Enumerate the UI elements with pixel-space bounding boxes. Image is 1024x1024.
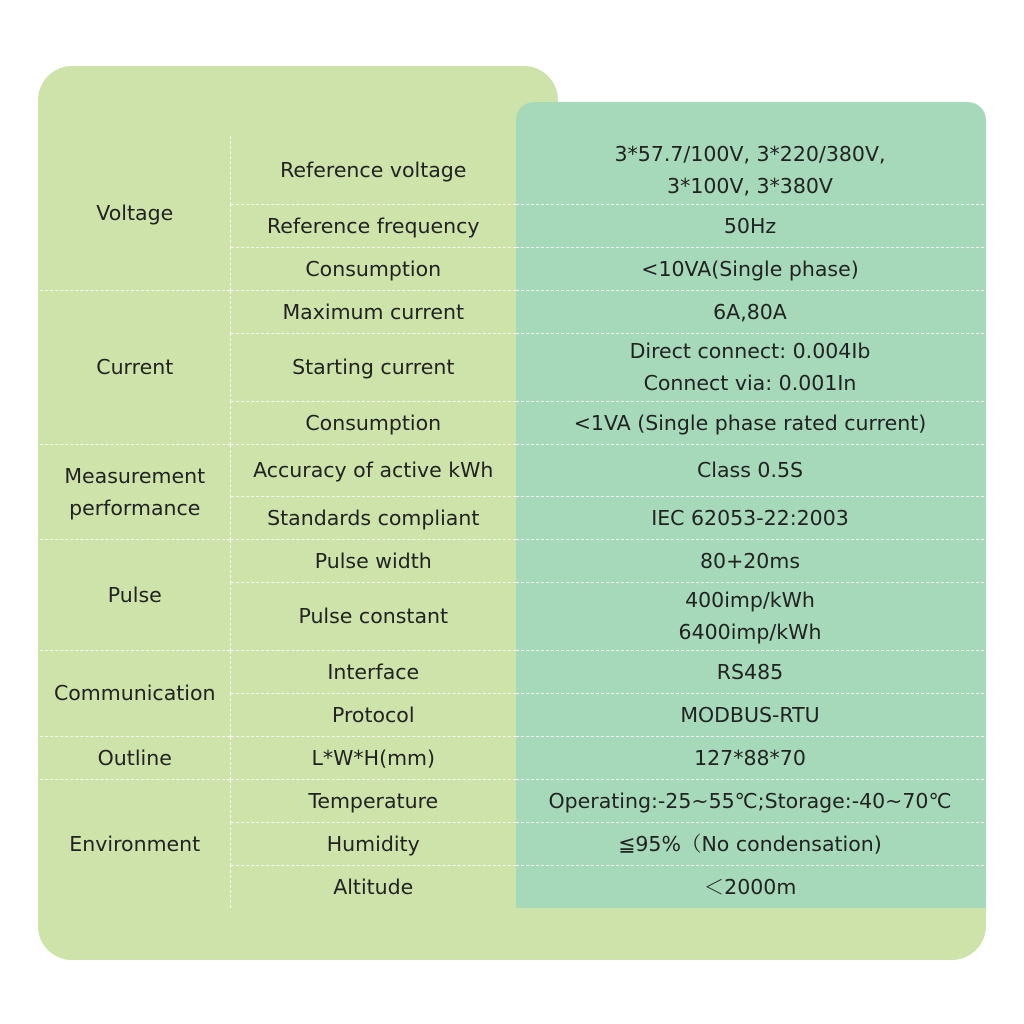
param-pulse-constant: Pulse constant: [230, 582, 516, 650]
category-line: Measurement: [64, 463, 206, 488]
value-protocol: MODBUS-RTU: [516, 693, 984, 736]
table-row: [40, 779, 984, 822]
param-temperature: Temperature: [230, 779, 516, 822]
category-line: performance: [69, 495, 201, 520]
param-altitude: Altitude: [230, 865, 516, 908]
value-reference-frequency: 50Hz: [516, 204, 984, 247]
value-line: 6400imp/kWh: [678, 620, 822, 644]
value-maximum-current: 6A,80A: [516, 290, 984, 333]
table-row: [40, 290, 984, 333]
spec-table: [40, 136, 984, 908]
spec-table-container: [40, 136, 984, 908]
value-altitude: ＜2000m: [516, 865, 984, 908]
value-starting-current: [516, 333, 984, 401]
category-current: Current: [40, 290, 230, 444]
value-current-consumption: <1VA (Single phase rated current): [516, 401, 984, 444]
value-dimensions: 127*88*70: [516, 736, 984, 779]
table-row: [40, 736, 984, 779]
category-outline: Outline: [40, 736, 230, 779]
value-line: Connect via: 0.001In: [643, 371, 857, 395]
value-voltage-consumption: <10VA(Single phase): [516, 247, 984, 290]
value-temperature: Operating:-25~55℃;Storage:-40~70℃: [516, 779, 984, 822]
value-line: 3*57.7/100V, 3*220/380V,: [614, 141, 886, 166]
category-communication: Communication: [40, 650, 230, 736]
param-reference-voltage: Reference voltage: [280, 157, 467, 182]
value-line: 400imp/kWh: [685, 588, 815, 612]
category-measurement-performance: [40, 444, 230, 539]
param-voltage-consumption: Consumption: [230, 247, 516, 290]
value-line: 3*100V, 3*380V: [667, 173, 833, 198]
param-accuracy: Accuracy of active kWh: [230, 444, 516, 496]
value-humidity: ≦95%（No condensation): [516, 822, 984, 865]
category-environment: Environment: [40, 779, 230, 908]
value-standards: IEC 62053-22:2003: [516, 496, 984, 539]
param-maximum-current: Maximum current: [230, 290, 516, 333]
table-row: [40, 539, 984, 582]
value-pulse-constant: [516, 582, 984, 650]
value-line: Direct connect: 0.004Ib: [629, 339, 871, 363]
table-row: [40, 444, 984, 496]
value-reference-voltage: [516, 136, 984, 204]
param-standards: Standards compliant: [230, 496, 516, 539]
param-interface: Interface: [230, 650, 516, 693]
param-current-consumption: Consumption: [230, 401, 516, 444]
value-accuracy: Class 0.5S: [516, 444, 984, 496]
category-pulse: Pulse: [40, 539, 230, 650]
table-row: [40, 650, 984, 693]
param-pulse-width: Pulse width: [230, 539, 516, 582]
param-reference-frequency: Reference frequency: [230, 204, 516, 247]
table-row: [40, 136, 984, 204]
value-interface: RS485: [516, 650, 984, 693]
param-dimensions: L*W*H(mm): [230, 736, 516, 779]
category-voltage: Voltage: [40, 136, 230, 290]
value-pulse-width: 80+20ms: [516, 539, 984, 582]
param-starting-current: Starting current: [230, 333, 516, 401]
param-protocol: Protocol: [230, 693, 516, 736]
param-humidity: Humidity: [230, 822, 516, 865]
